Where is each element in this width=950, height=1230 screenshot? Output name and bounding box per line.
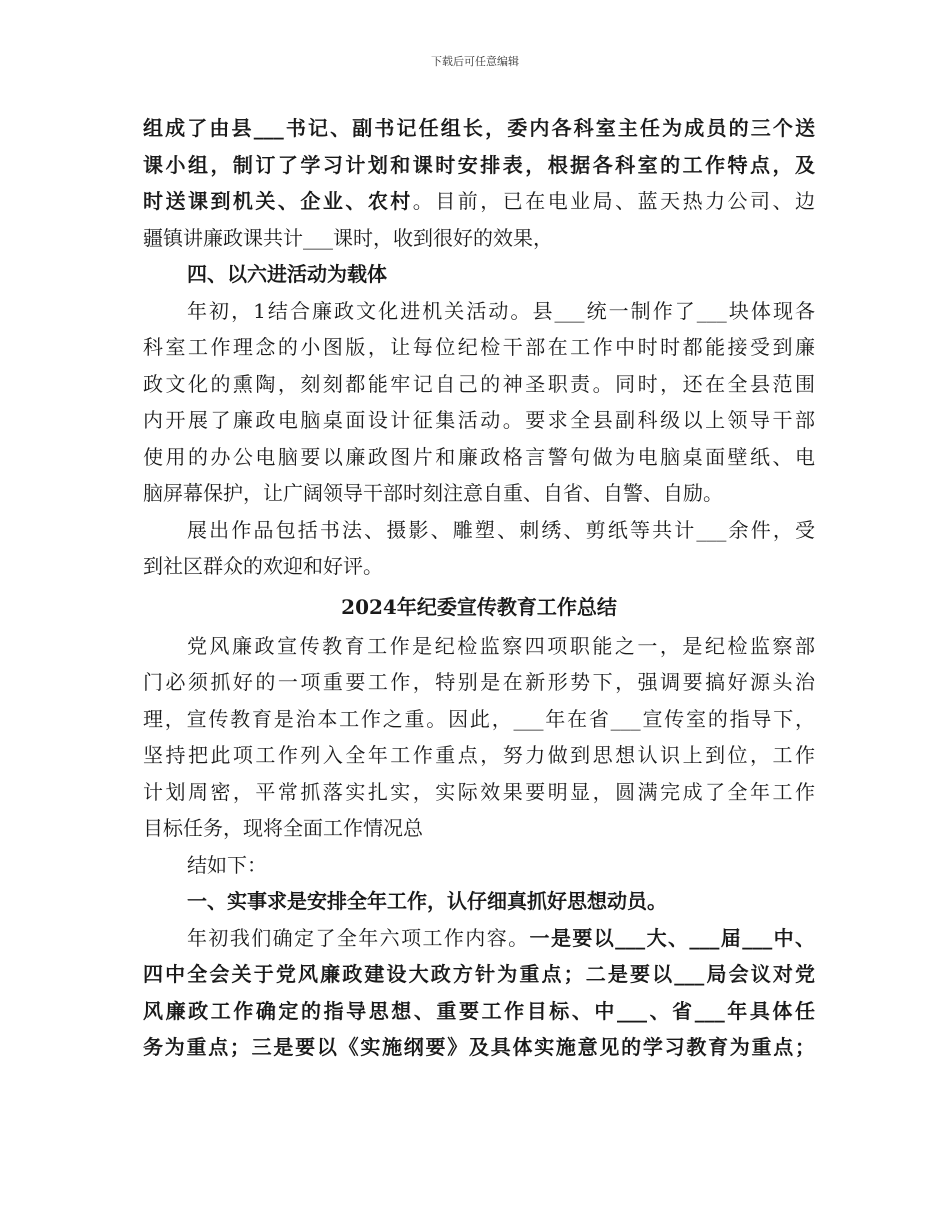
text-line (143, 920, 815, 957)
text-line (143, 737, 815, 774)
body-text: 年初我们确定了全年六项工作内容。 (187, 925, 530, 950)
text-line (143, 366, 815, 403)
body-text: 脑屏幕保护，让广阔领导干部时刻注意自重、自省、自警、自励。 (143, 481, 723, 505)
body-text: 门必须抓好的一项重要工作，特别是在新形势下，强调要搞好源头治 (143, 670, 815, 694)
bold-text: 一、实事求是安排全年工作，认仔细真抓好思想动员。 (187, 889, 667, 913)
bold-text: 组成了由县___书记、副书记任组长，委内各科室主任为成员的三个送 (143, 116, 815, 140)
text-line (143, 220, 815, 257)
bold-text: 一是要以___大、___届___中、 (529, 925, 815, 950)
page-header: 下载后可任意编辑 (431, 55, 519, 68)
body-text: 。目前，已在电业局、蓝天热力公司、边 (412, 189, 815, 213)
text-line (143, 774, 815, 811)
text-line (143, 1029, 815, 1066)
text-line (143, 329, 815, 366)
text-line (143, 993, 815, 1030)
body-text: 使用的办公电脑要以廉政图片和廉政格言警句做为电脑桌面壁纸、电 (143, 444, 815, 469)
body-text: 到社区群众的欢迎和好评。 (143, 554, 383, 578)
text-line (143, 147, 815, 184)
bold-text: 风廉政工作确定的指导思想、重要工作目标、中___、省___年具体任 (143, 998, 815, 1023)
bold-text: 四中全会关于党风廉政建设大政方针为重点；二是要以___局会议对党 (143, 962, 815, 986)
body-text: 计划周密，平常抓落实扎实，实际效果要明显，圆满完成了全年工作 (143, 779, 815, 804)
body-text: 内开展了廉政电脑桌面设计征集活动。要求全县副科级以上领导干部 (143, 408, 815, 432)
body-text: 展出作品包括书法、摄影、雕塑、刺绣、剪纸等共计___余件，受 (187, 517, 815, 542)
body-text: 年初，1结合廉政文化进机关活动。县___统一制作了___块体现各 (187, 298, 815, 323)
text-line (143, 628, 815, 665)
bold-text: 时送课到机关、企业、农村 (143, 189, 413, 213)
body-text: 坚持把此项工作列入全年工作重点，努力做到思想认识上到位，工作 (143, 743, 815, 767)
text-line (143, 664, 815, 701)
bold-text: 课小组，制订了学习计划和课时安排表，根据各科室的工作特点，及 (143, 152, 815, 177)
text-line (143, 110, 815, 147)
section-heading (143, 883, 815, 920)
section-heading (143, 256, 815, 293)
body-text: 疆镇讲廉政课共计___课时，收到很好的效果， (143, 225, 553, 250)
document-body (143, 110, 815, 1066)
body-text: 党风廉政宣传教育工作是纪检监察四项职能之一，是纪检监察部 (187, 633, 815, 658)
text-line (143, 183, 815, 220)
text-line (143, 293, 815, 330)
bold-text: 四、以六进活动为载体 (187, 262, 387, 286)
text-line (143, 810, 815, 847)
body-text: 政文化的熏陶，刻刻都能牢记自己的神圣职责。同时，还在全县范围 (143, 371, 815, 396)
body-text: 科室工作理念的小图版，让每位纪检干部在工作中时时都能接受到廉 (143, 335, 815, 359)
body-text: 理，宣传教育是治本工作之重。因此，___年在省___宣传室的指导下， (143, 706, 815, 731)
text-line (143, 475, 815, 512)
text-line (143, 402, 815, 439)
text-line (143, 548, 815, 585)
text-line (143, 847, 815, 884)
text-line (143, 701, 815, 738)
text-line (143, 512, 815, 549)
text-line (143, 439, 815, 476)
text-line (143, 956, 815, 993)
body-text: 目标任务，现将全面工作情况总 (143, 816, 423, 840)
bold-text: 务为重点；三是要以《实施纲要》及具体实施意见的学习教育为重点； (143, 1035, 815, 1059)
document-title: 2024年纪委宣传教育工作总结 (341, 594, 617, 619)
body-text: 结如下： (187, 852, 267, 877)
